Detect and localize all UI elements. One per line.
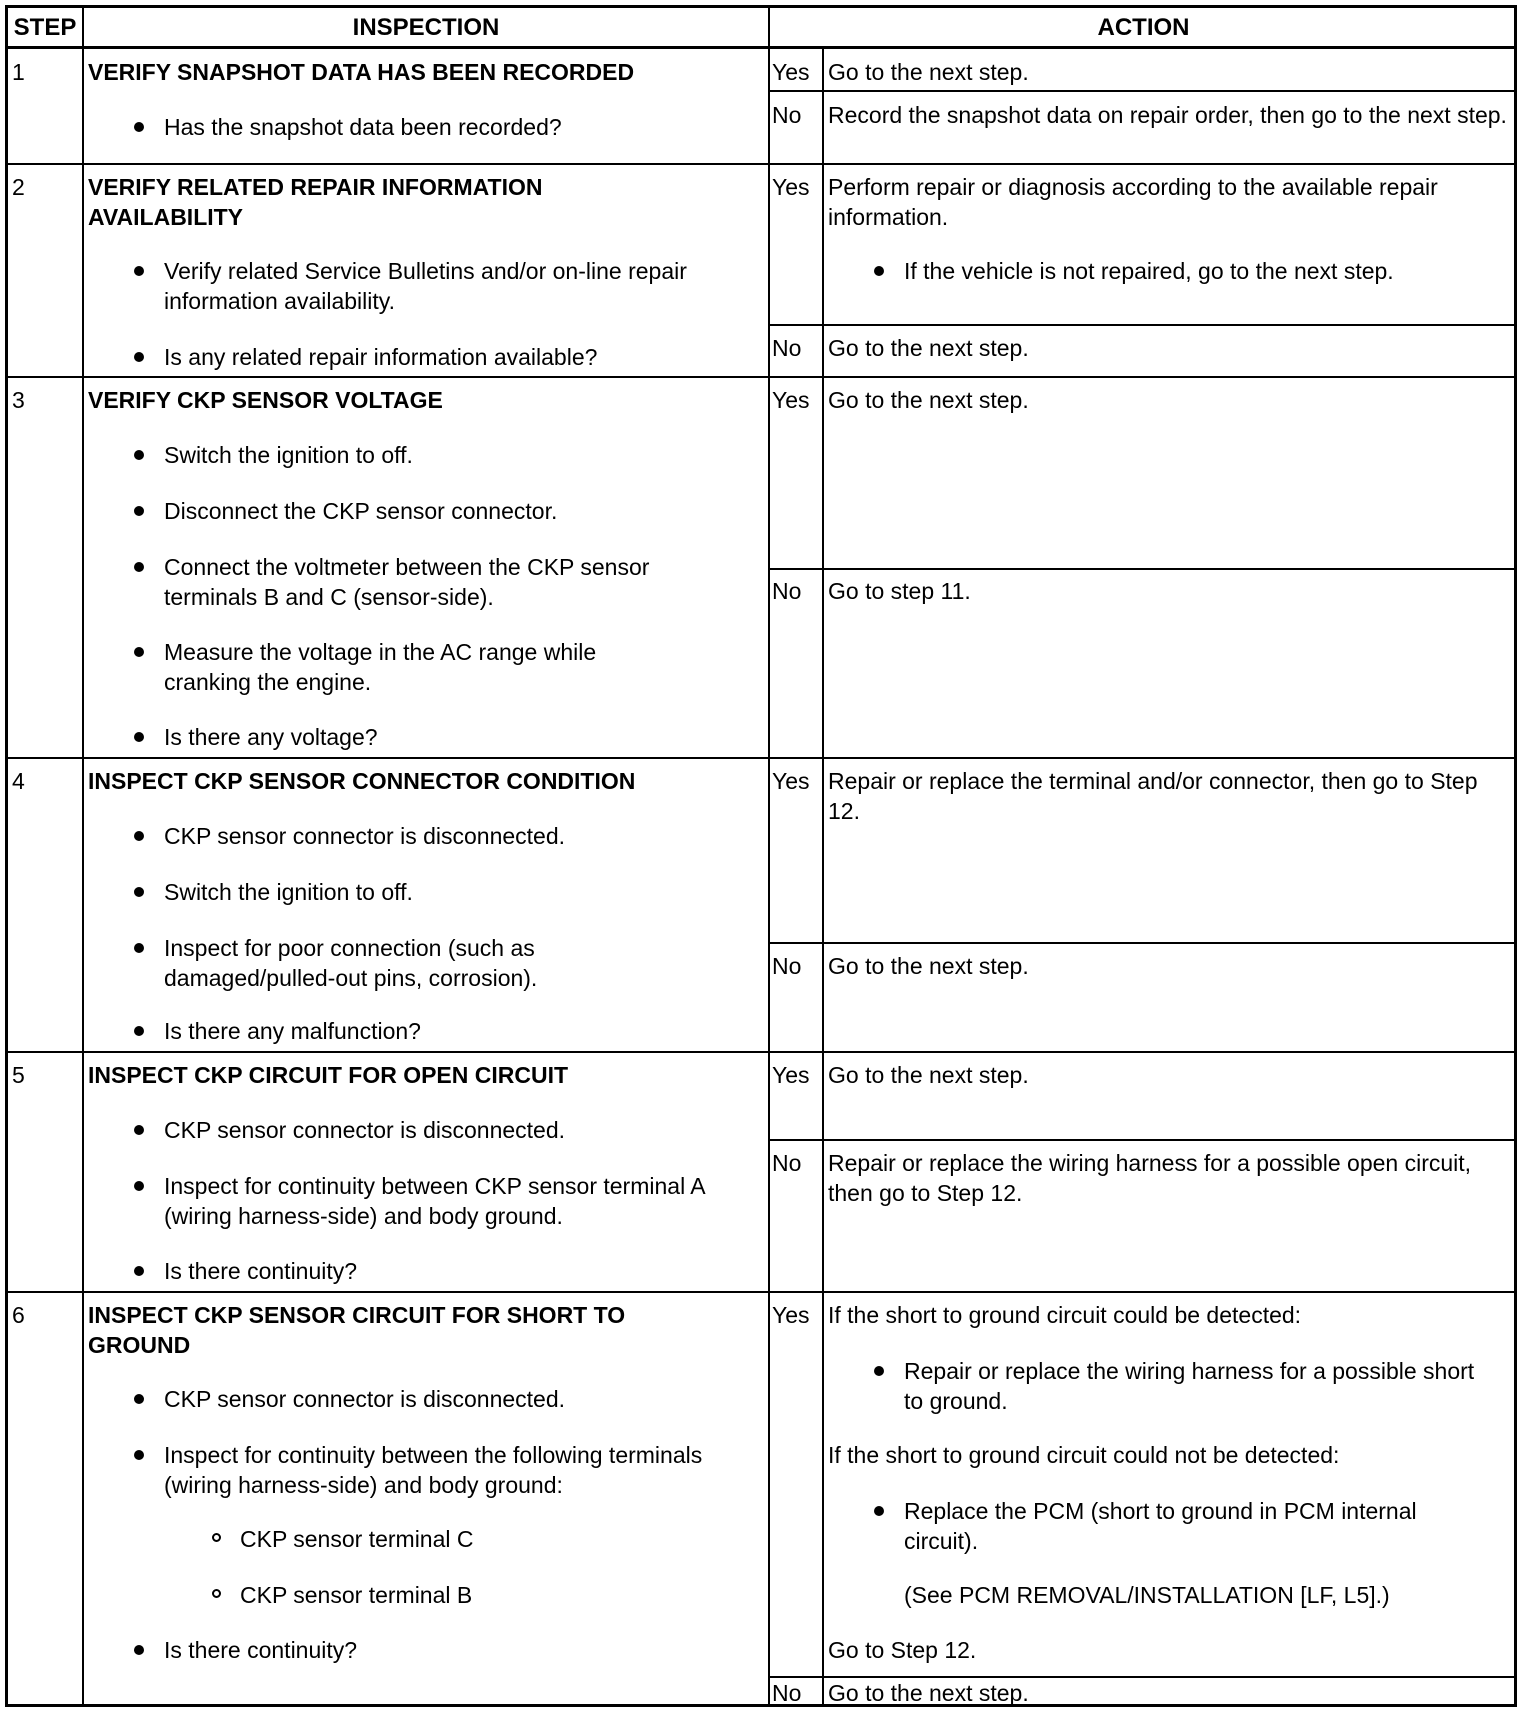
inspection-item: Inspect for poor connection (such as damaged/pulled-out pins, corrosion). [164,933,614,993]
yes-action: If the short to ground circuit could not be detected: [828,1442,1340,1468]
yes-label: Yes [772,1302,810,1328]
yes-no-divider [768,90,1517,92]
yes-no-divider [768,942,1517,944]
step-number: 3 [12,387,25,413]
inspection-item: Is there any voltage? [164,722,754,752]
row-divider [5,1291,1517,1293]
yes-no-divider [768,1139,1517,1141]
col-divider [768,5,770,1705]
row-divider [5,163,1517,165]
yes-action-note: (See PCM REMOVAL/INSTALLATION [LF, L5].) [904,1582,1390,1608]
header-action: ACTION [1097,14,1190,41]
inspection-item: Connect the voltmeter between the CKP sensor terminals B and C (sensor-side). [164,552,724,612]
step-title: VERIFY SNAPSHOT DATA HAS BEEN RECORDED [88,59,635,85]
inspection-item: Is any related repair information available? [164,342,754,372]
inspection-item: Measure the voltage in the AC range while cranking the engine. [164,637,684,697]
yes-label: Yes [772,1062,810,1088]
no-action: Go to the next step. [828,335,1029,361]
inspection-item: Has the snapshot data been recorded? [164,112,754,142]
no-label: No [772,102,802,128]
inspection-item: CKP sensor connector is disconnected. [164,821,754,851]
yes-no-divider [768,324,1517,326]
no-action: Go to the next step. [828,953,1029,979]
no-label: No [772,1150,802,1176]
col-divider [822,48,824,1705]
step-number: 2 [12,174,25,200]
inspection-item: Disconnect the CKP sensor connector. [164,496,754,526]
yes-action: Repair or replace the terminal and/or connector, then go to Step 12. [828,768,1478,824]
inspection-item: Is there continuity? [164,1256,754,1286]
yes-label: Yes [772,174,810,200]
step-number: 6 [12,1302,25,1328]
yes-label: Yes [772,768,810,794]
yes-action-bullet: If the vehicle is not repaired, go to the next step. [904,256,1504,286]
step-title: VERIFY RELATED REPAIR INFORMATION AVAILABILITY [88,174,543,230]
inspection-subitem: CKP sensor terminal C [240,1524,740,1554]
header-step: STEP [13,14,77,41]
no-label: No [772,578,802,604]
yes-action: Go to the next step. [828,387,1029,413]
yes-action: If the short to ground circuit could be detected: [828,1302,1302,1328]
no-action: Record the snapshot data on repair order, then go to the next step. [828,102,1507,128]
col-divider [82,5,84,1705]
header-inspection: INSPECTION [352,14,500,41]
inspection-item: CKP sensor connector is disconnected. [164,1384,754,1414]
no-label: No [772,953,802,979]
no-action: Go to step 11. [828,578,971,604]
inspection-subitem: CKP sensor terminal B [240,1580,740,1610]
yes-label: Yes [772,387,810,413]
yes-action: Go to Step 12. [828,1637,977,1663]
inspection-item: Is there continuity? [164,1635,754,1665]
row-divider [5,1051,1517,1053]
yes-action: Go to the next step. [828,59,1029,85]
yes-action: Perform repair or diagnosis according to the available repair information. [828,174,1438,230]
inspection-item: Switch the ignition to off. [164,877,754,907]
step-title: INSPECT CKP SENSOR CIRCUIT FOR SHORT TO GROUND [88,1302,626,1358]
inspection-item: CKP sensor connector is disconnected. [164,1115,754,1145]
no-action: Go to the next step. [828,1680,1029,1706]
inspection-item: Is there any malfunction? [164,1016,754,1046]
inspection-item: Inspect for continuity between CKP sensor terminal A (wiring harness-side) and body ground. [164,1171,764,1231]
step-number: 4 [12,768,25,794]
no-action: Repair or replace the wiring harness for a possible open circuit, then go to Step 12. [828,1150,1472,1206]
yes-action: Go to the next step. [828,1062,1029,1088]
inspection-item: Inspect for continuity between the following terminals (wiring harness-side) and body ground: [164,1440,754,1500]
no-label: No [772,335,802,361]
step-title: INSPECT CKP SENSOR CONNECTOR CONDITION [88,768,636,794]
no-label: No [772,1680,802,1706]
inspection-item: Switch the ignition to off. [164,440,754,470]
step-title: VERIFY CKP SENSOR VOLTAGE [88,387,443,413]
yes-no-divider [768,568,1517,570]
row-divider [5,757,1517,759]
yes-action-bullet: Replace the PCM (short to ground in PCM internal circuit). [904,1496,1484,1556]
step-number: 5 [12,1062,25,1088]
row-divider [5,376,1517,378]
inspection-item: Verify related Service Bulletins and/or on-line repair information availability. [164,256,724,316]
yes-label: Yes [772,59,810,85]
step-title: INSPECT CKP CIRCUIT FOR OPEN CIRCUIT [88,1062,569,1088]
row-divider [5,46,1517,49]
step-number: 1 [12,59,25,85]
yes-action-bullet: Repair or replace the wiring harness for a possible short to ground. [904,1356,1484,1416]
